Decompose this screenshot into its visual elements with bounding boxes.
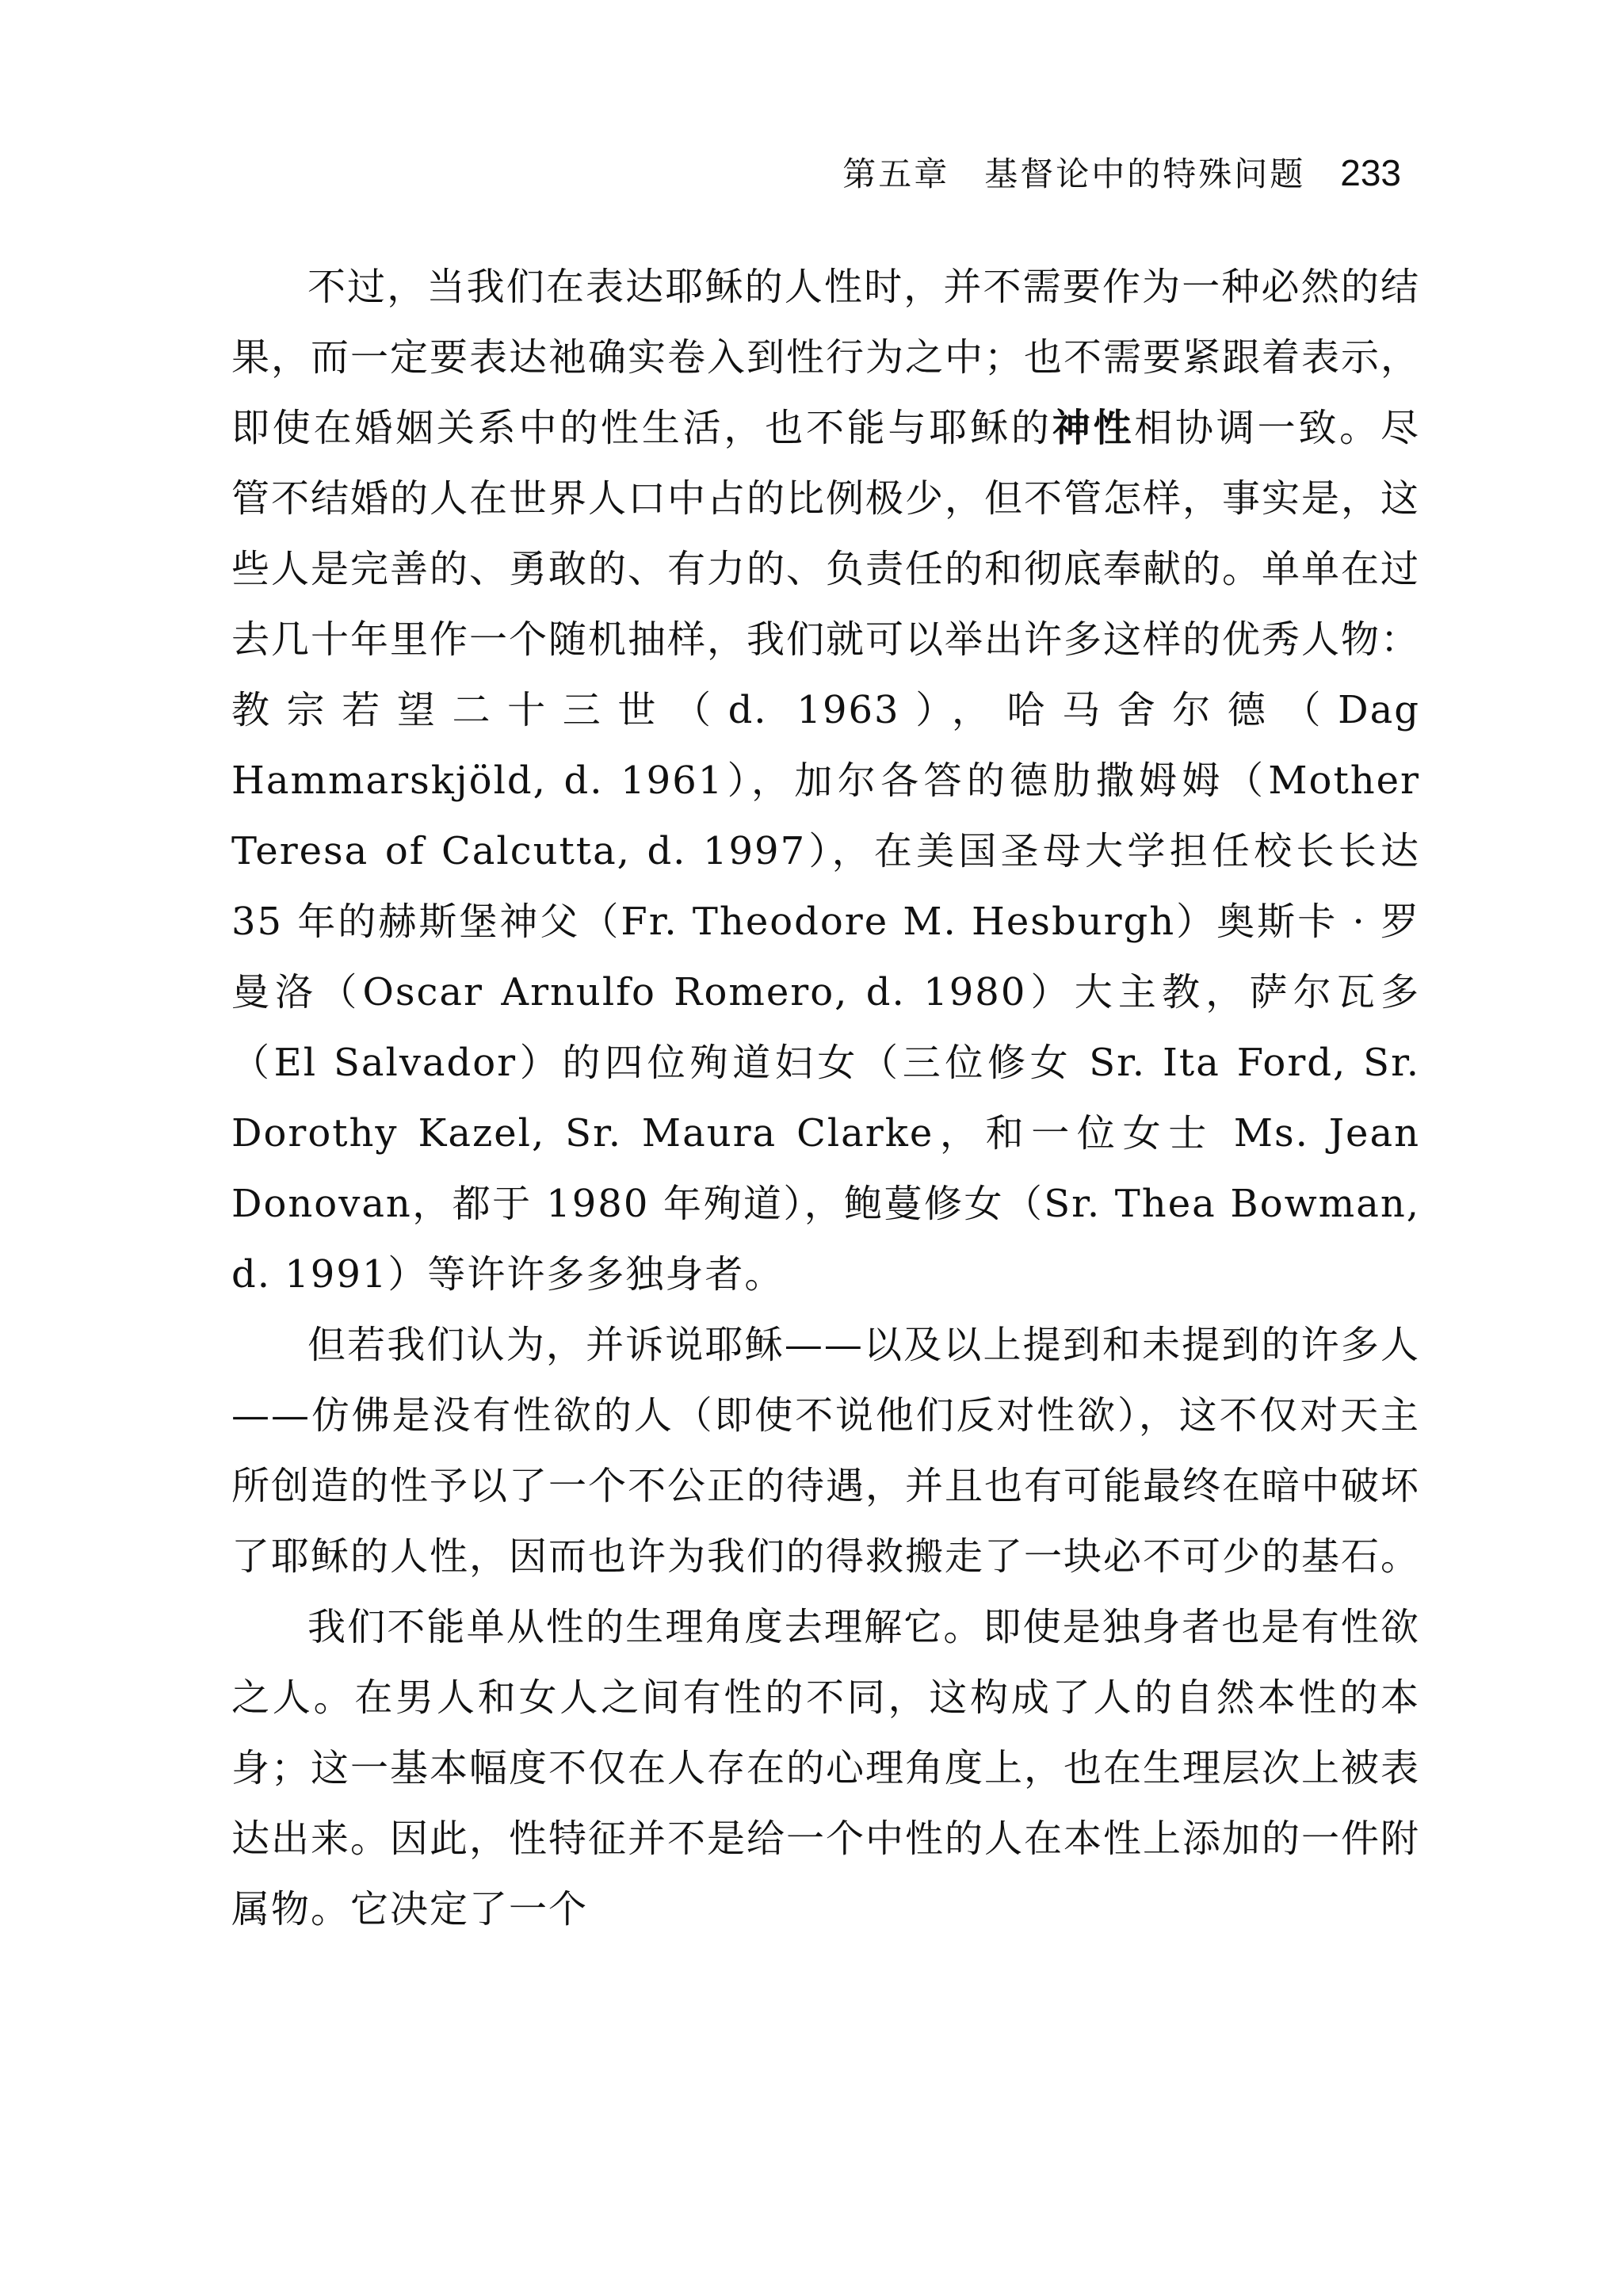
section-title: 基督论中的特殊问题 <box>984 155 1306 193</box>
paragraph-1 <box>231 252 1420 1310</box>
paragraph-3 <box>231 1592 1420 1945</box>
paragraph-2-segment-1: 但若我们认为，并诉说耶稣——以及以上提到和未提到的许多人——仿佛是没有性欲的人（即使不说他们反对性欲），这不仅对天主所创造的性予以了一个不公正的待遇，并且也有可能最终在暗中破坏了耶稣的人性，因而也许为我们的得救搬走了一块必不可少的基石。 <box>231 1323 1421 1579</box>
paragraph-1-bold-term: 神性 <box>1052 406 1135 450</box>
body-text <box>231 252 1420 1945</box>
paragraph-3-segment-1: 我们不能单从性的生理角度去理解它。即使是独身者也是有性欲之人。在男人和女人之间有性的不同，这构成了人的自然本性的本身；这一基本幅度不仅在人存在的心理角度上，也在生理层次上被表达出来。因此，性特征并不是给一个中性的人在本性上添加的一件附属物。它决定了一个 <box>231 1605 1421 1931</box>
paragraph-1-segment-1: 不过，当我们在表达耶稣的人性时，并不需要作为一种必然的结果，而一定要表达祂确实卷入到性行为之中；也不需要紧跟着表示，即使在婚姻关系中的性生活，也不能与耶稣的 <box>231 265 1421 450</box>
paragraph-2 <box>231 1310 1420 1592</box>
chapter-label: 第五章 <box>842 155 950 193</box>
page-number: 233 <box>1340 152 1401 193</box>
paragraph-1-segment-3: 相协调一致。尽管不结婚的人在世界人口中占的比例极少，但不管怎样，事实是，这些人是完善的、勇敢的、有力的、负责任的和彻底奉献的。单单在过去几十年里作一个随机抽样，我们就可以举出许多这样的优秀人物：教宗若望二十三世（d. 1963），哈马舍尔德（Dag Hammarskjöld, d. 1961），加尔各答的德肋撒姆姆（Mother Teresa of Calcutta, d. 1997），在美国圣母大学担任校长长达 35 年的赫斯堡神父（Fr. Theodore M. Hesburgh）奥斯卡 · 罗曼洛（Oscar Arnulfo Romero, d. 1980）大主教，萨尔瓦多（El Salvador）的四位殉道妇女（三位修女 Sr. Ita Ford, Sr. Dorothy Kazel, Sr. Maura Clarke，和一位女士 Ms. Jean Donovan，都于 1980 年殉道），鲍蔓修女（Sr. Thea Bowman, d. 1991）等许许多多独身者。 <box>231 406 1421 1297</box>
running-head <box>842 152 1401 193</box>
